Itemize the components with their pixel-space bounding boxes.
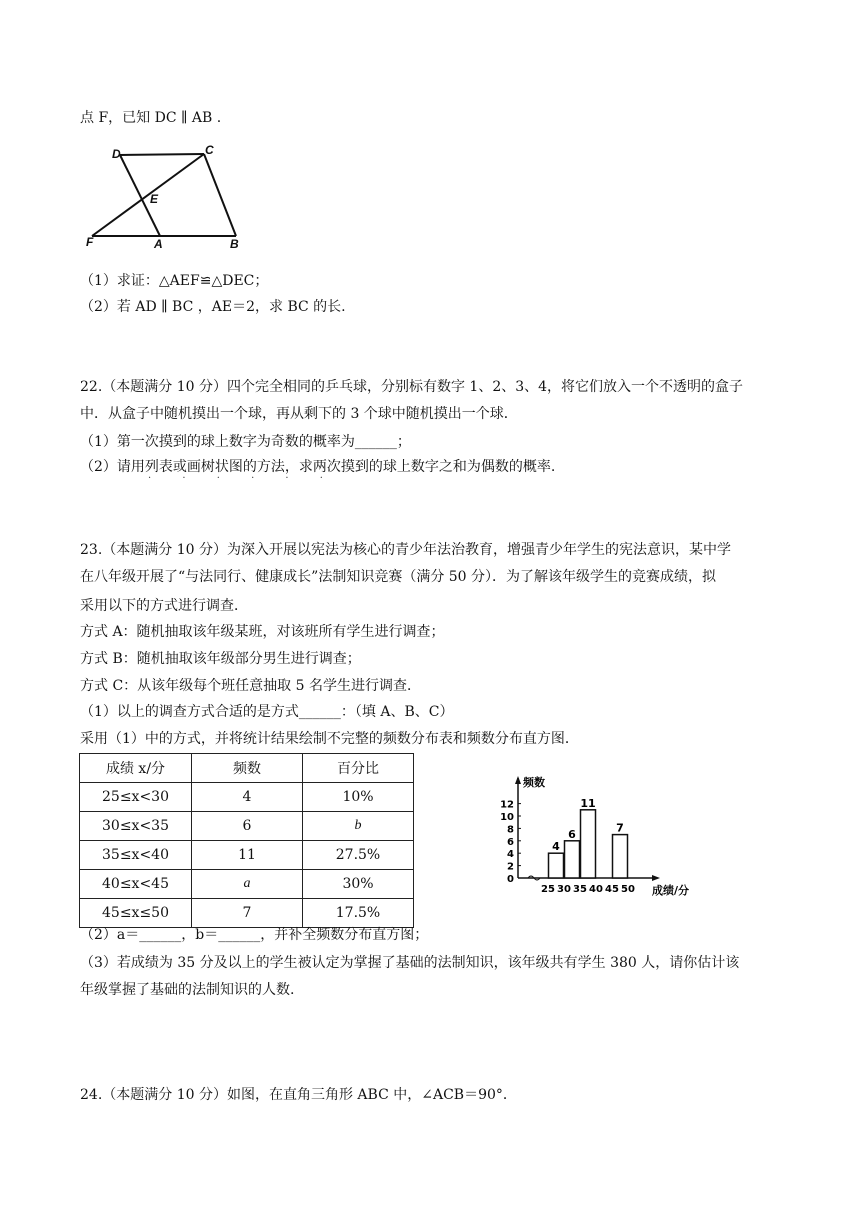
table-row	[80, 899, 414, 928]
q22-part2: （2）请用列表或画树状图的方法，求两次摸到的球上数字之和为偶数的概率.	[80, 459, 556, 475]
q22-line1: 22.（本题满分 10 分）四个完全相同的乒乓球，分别标有数字 1、2、3、4，将它们放入一个不透明的盒子	[80, 379, 744, 395]
x-axis-arrow	[652, 875, 660, 881]
y-axis-label: 频数	[523, 776, 545, 789]
q21-intro: 点 F，已知 DC ∥ AB .	[80, 110, 222, 126]
table-cell: 27.5%	[303, 841, 414, 870]
x-axis-label: 成绩/分	[652, 884, 690, 897]
x-tick-label: 40	[589, 884, 603, 895]
q22-line2: 中．从盒子中随机摸出一个球，再从剩下的 3 个球中随机摸出一个球．	[80, 406, 518, 422]
label-E: E	[150, 192, 159, 206]
q21-part2: （2）若 AD ∥ BC ，AE＝2，求 BC 的长.	[80, 299, 346, 315]
y-tick-label: 0	[507, 874, 514, 885]
table-cell: 35≤x<40	[80, 841, 192, 870]
histogram-bar	[549, 853, 564, 878]
q23-way-c: 方式 C：从该年级每个班任意抽取 5 名学生进行调查．	[80, 678, 421, 694]
q23-line2: 在八年级开展了“与法同行、健康成长”法制知识竞赛（满分 50 分）．为了解该年级学生的竞赛成绩，拟	[80, 569, 717, 585]
y-tick-label: 6	[507, 836, 514, 848]
table-header-row	[80, 754, 414, 783]
table-cell: b	[303, 812, 414, 841]
table-row	[80, 870, 414, 899]
q23-line1: 23.（本题满分 10 分）为深入开展以宪法为核心的青少年法治教育，增强青少年学生的宪法意识，某中学	[80, 542, 731, 558]
table-header: 百分比	[303, 754, 414, 783]
q23-way-a: 方式 A：随机抽取该年级某班，对该班所有学生进行调查；	[80, 624, 445, 640]
histogram-bar	[613, 835, 628, 878]
table-cell: 30%	[303, 870, 414, 899]
x-tick-label: 50	[621, 884, 635, 895]
q22-part1: （1）第一次摸到的球上数字为奇数的概率为______；	[80, 434, 411, 450]
label-D: D	[112, 147, 121, 161]
label-F: F	[86, 235, 94, 249]
q23-part3-b: 年级掌握了基础的法制知识的人数.	[80, 982, 295, 998]
q23-part2: （2）a＝______，b＝______，并补全频数分布直方图；	[80, 927, 429, 943]
table-cell: 4	[192, 783, 303, 812]
table-cell: 17.5%	[303, 899, 414, 928]
table-cell: 30≤x<35	[80, 812, 192, 841]
bar-value-label: 7	[616, 821, 624, 835]
y-tick-label: 2	[507, 861, 514, 873]
table-row	[80, 783, 414, 812]
q23-line3: 采用以下的方式进行调查．	[80, 598, 248, 614]
table-cell: 10%	[303, 783, 414, 812]
q21-part1: （1）求证：△AEF≌△DEC；	[80, 273, 269, 289]
emphasis-dots: · · · · · ·	[148, 473, 337, 484]
x-tick-label: 45	[605, 884, 619, 895]
q24-line1: 24.（本题满分 10 分）如图，在直角三角形 ABC 中，∠ACB＝90°．	[80, 1087, 517, 1103]
table-cell: 45≤x≤50	[80, 899, 192, 928]
q23-way-b: 方式 B：随机抽取该年级部分男生进行调查；	[80, 651, 361, 667]
bar-value-label: 6	[568, 827, 576, 841]
bar-value-label: 4	[552, 840, 560, 854]
histogram-bar	[581, 810, 596, 878]
table-cell: 6	[192, 812, 303, 841]
x-tick-label: 30	[557, 884, 571, 895]
table-header: 成绩 x/分	[80, 754, 192, 783]
parallelogram-figure	[84, 140, 274, 260]
table-row	[80, 812, 414, 841]
histogram-chart	[488, 770, 708, 920]
histogram-bar	[565, 841, 580, 878]
table-cell: 25≤x<30	[80, 783, 192, 812]
table-row	[80, 841, 414, 870]
table-cell: 40≤x<45	[80, 870, 192, 899]
y-axis-arrow	[515, 776, 521, 784]
q23-part1-b: 采用（1）中的方式，并将统计结果绘制不完整的频数分布表和频数分布直方图．	[80, 731, 579, 747]
x-tick-label: 35	[573, 884, 587, 895]
frequency-table	[79, 753, 414, 928]
label-C: C	[205, 143, 214, 157]
q23-part1: （1）以上的调查方式合适的是方式______：（填 A、B、C）	[80, 704, 454, 720]
x-tick-label: 25	[541, 884, 555, 895]
table-cell: 7	[192, 899, 303, 928]
y-tick-label: 12	[500, 799, 514, 811]
table-cell: a	[192, 870, 303, 899]
q23-part3-a: （3）若成绩为 35 分及以上的学生被认定为掌握了基础的法制知识，该年级共有学生 380 人，请你估计该	[80, 955, 740, 971]
label-A: A	[154, 237, 163, 251]
table-header: 频数	[192, 754, 303, 783]
y-tick-label: 8	[507, 824, 514, 836]
label-B: B	[230, 237, 239, 251]
y-tick-label: 10	[500, 812, 514, 823]
bar-value-label: 11	[580, 796, 596, 810]
table-cell: 11	[192, 841, 303, 870]
y-tick-label: 4	[507, 849, 514, 861]
